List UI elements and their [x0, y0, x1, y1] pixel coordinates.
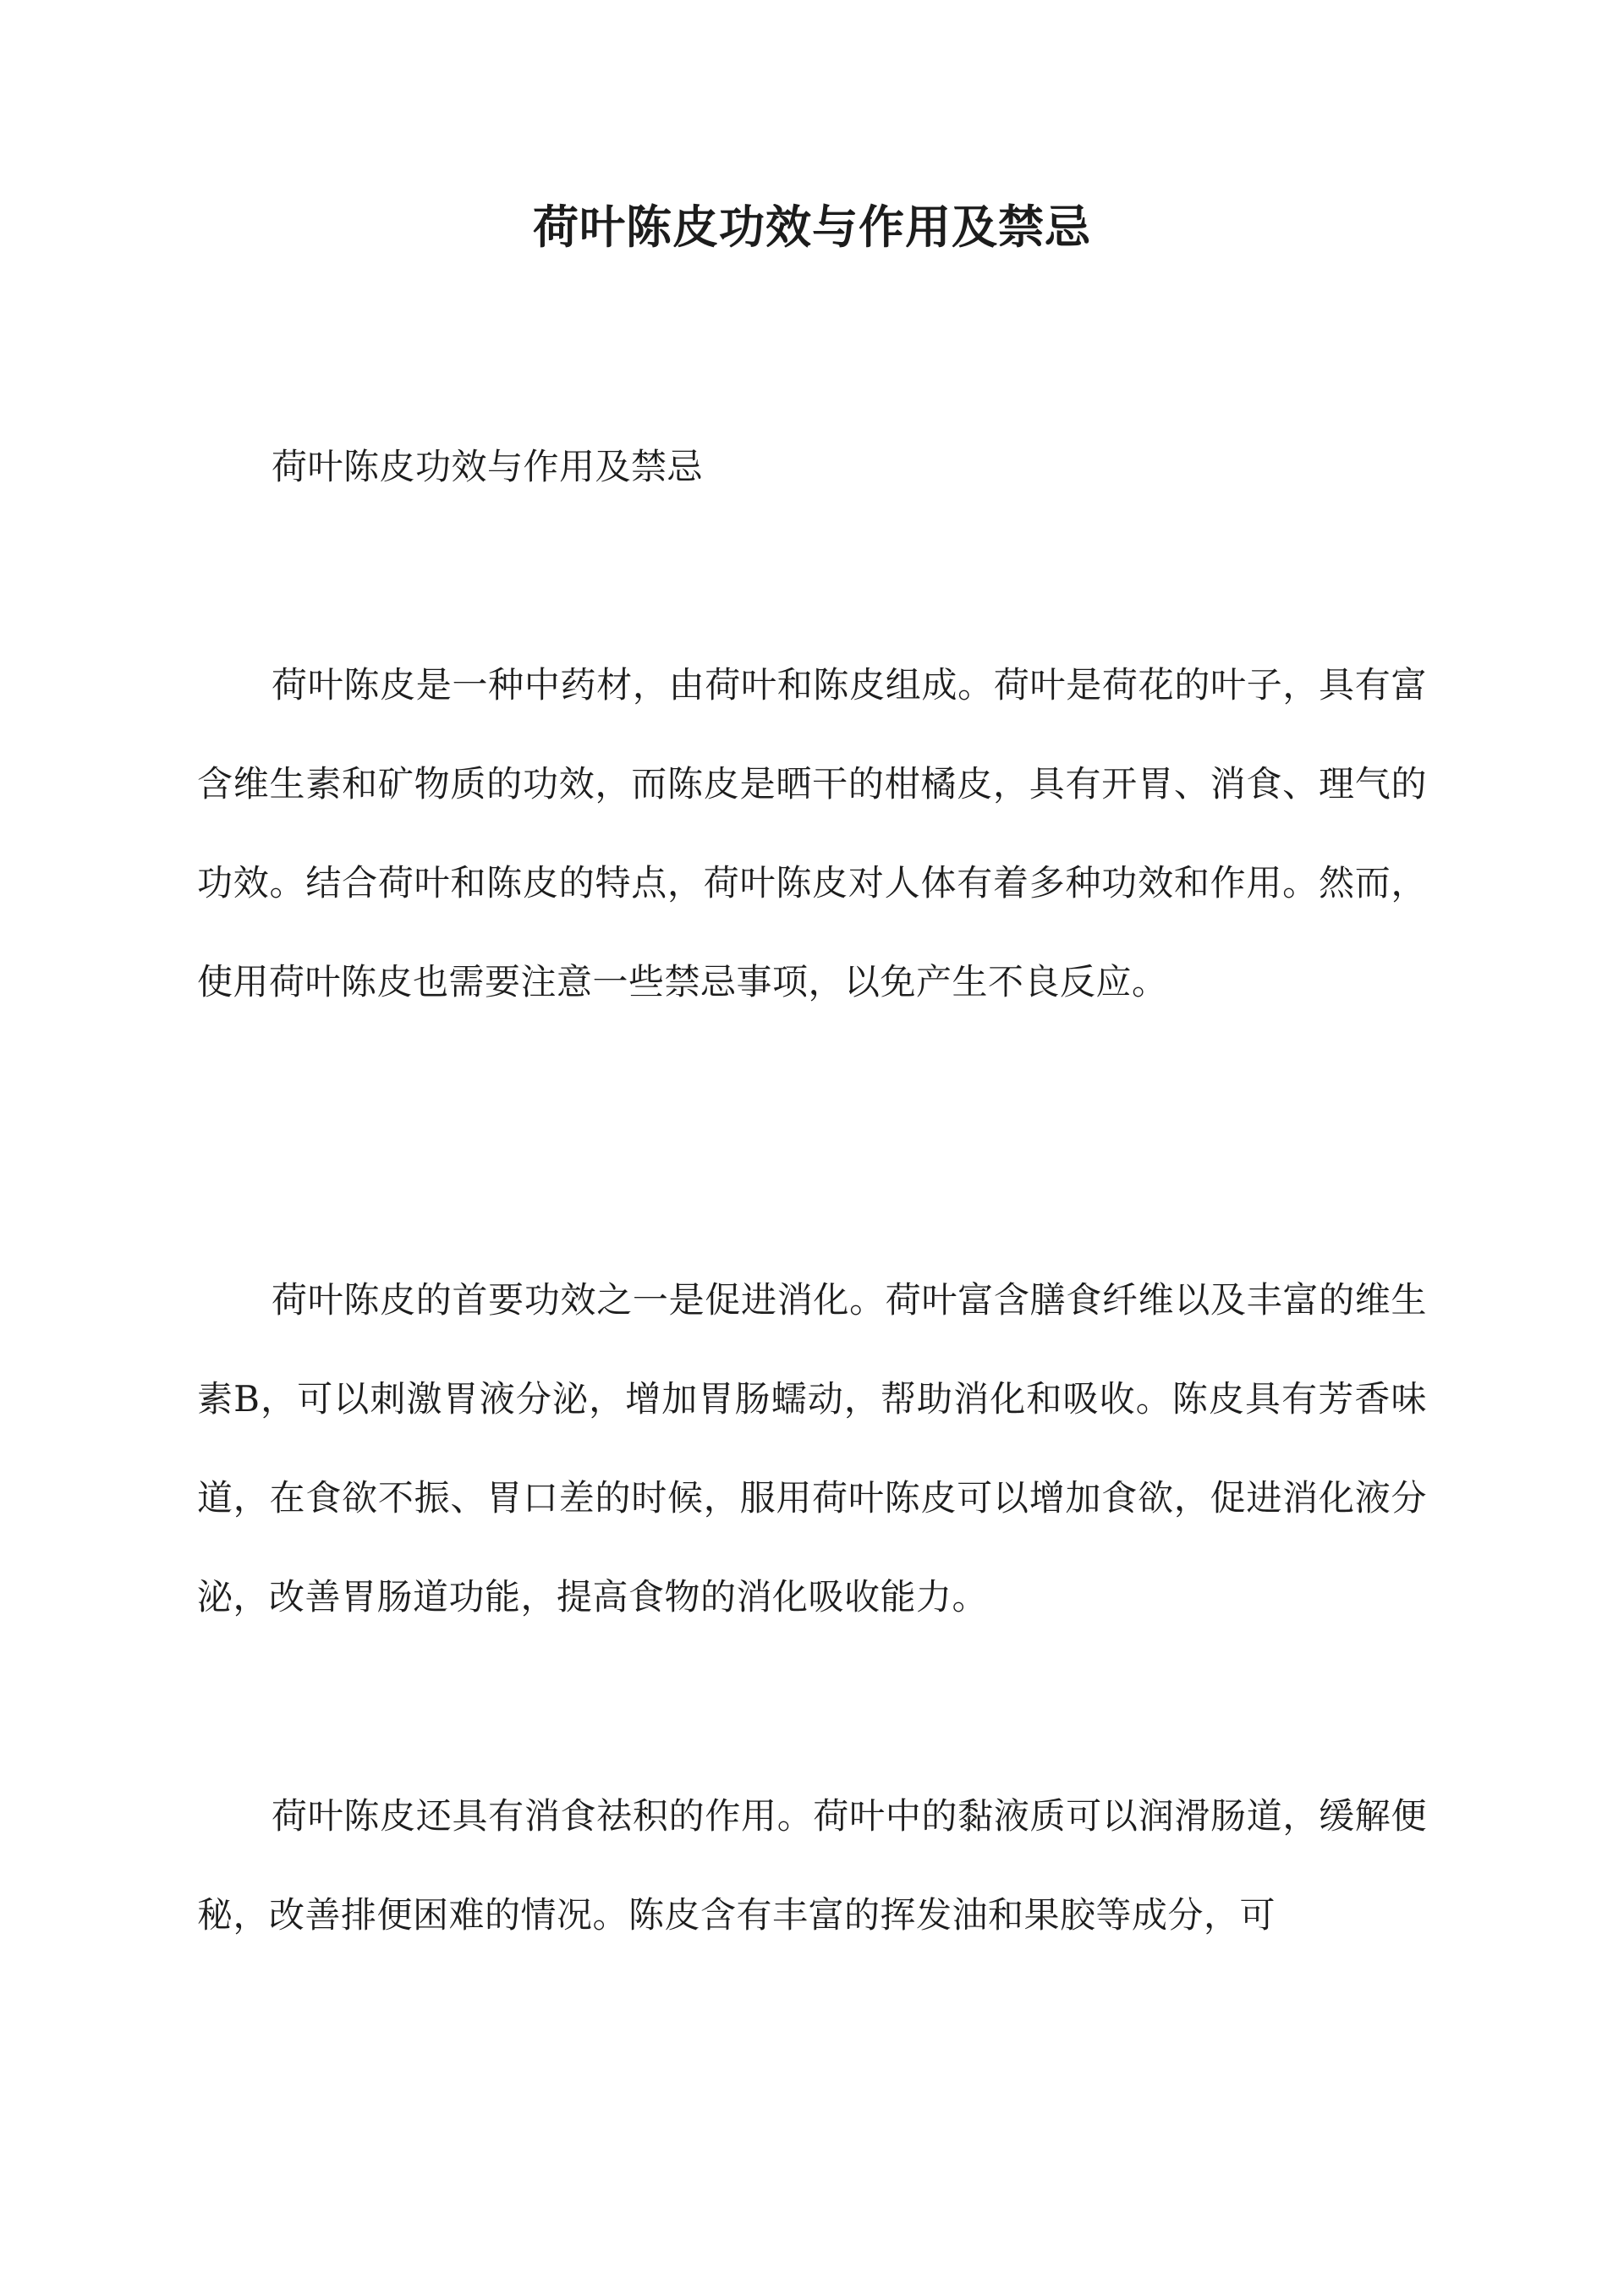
paragraph-2: 荷叶陈皮的首要功效之一是促进消化。荷叶富含膳食纤维以及丰富的维生素B，可以刺激胃液分泌，增加胃肠蠕动，帮助消化和吸收。陈皮具有芳香味道，在食欲不振、胃口差的时候，服用荷叶陈皮可以增加食欲，促进消化液分泌，改善胃肠道功能，提高食物的消化吸收能力。 [197, 1279, 1427, 1618]
paragraph-3: 荷叶陈皮还具有消食祛积的作用。荷叶中的黏液质可以润滑肠道，缓解便秘，改善排便困难的情况。陈皮含有丰富的挥发油和果胶等成分，可 [197, 1795, 1427, 1936]
paragraph-1: 荷叶陈皮是一种中药材，由荷叶和陈皮组成。荷叶是荷花的叶子，具有富含维生素和矿物质的功效，而陈皮是晒干的柑橘皮，具有开胃、消食、理气的功效。结合荷叶和陈皮的特点，荷叶陈皮对人体有着多种功效和作用。然而，使用荷叶陈皮也需要注意一些禁忌事项，以免产生不良反应。 [197, 664, 1427, 1002]
document-title: 荷叶陈皮功效与作用及禁忌 [533, 200, 1091, 254]
document-subtitle: 荷叶陈皮功效与作用及禁忌 [272, 446, 704, 487]
